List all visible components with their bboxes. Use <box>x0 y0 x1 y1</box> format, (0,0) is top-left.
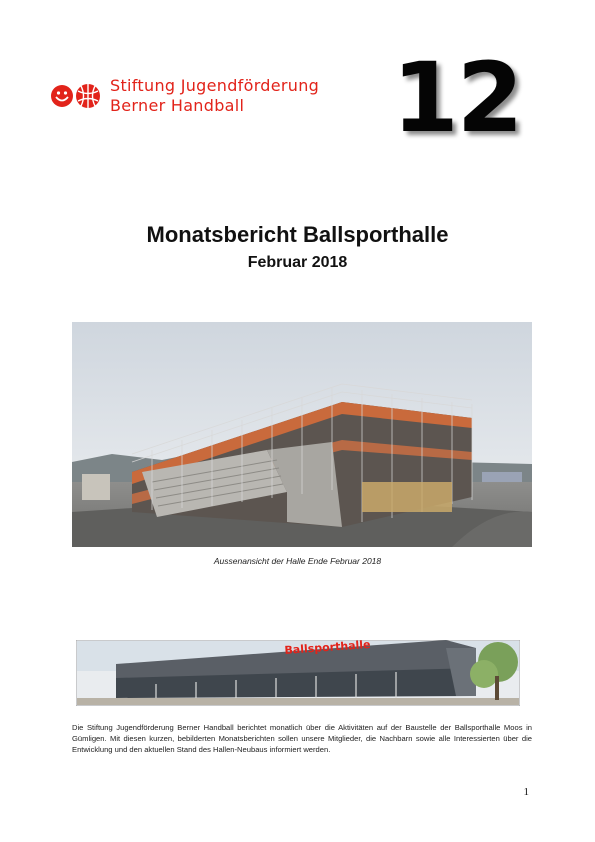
construction-photo <box>72 322 532 547</box>
page-subtitle: Februar 2018 <box>247 254 348 271</box>
handball-logo-icon <box>50 82 102 110</box>
logo-line-1: Stiftung Jugendförderung <box>110 76 320 95</box>
intro-paragraph: Die Stiftung Jugendförderung Berner Handball berichtet monatlich über die Aktivitäten auf der Baustelle der Ballsporthalle Moos in Gümligen. Mit diesen kurzen, bebilderten Monatsberichten sollen unsere Mitglieder, die Nachbarn sowie alle Interessierten über die Entwicklung und den aktuellen Stand des Hallen-Neubaus informiert werden. <box>72 723 532 754</box>
logo-line-2: Berner Handball <box>110 96 245 115</box>
foundation-logo <box>50 76 319 116</box>
hall-rendering-banner <box>76 637 520 706</box>
banner-sign-text: Ballsporthalle <box>284 637 371 657</box>
page-title: Monatsbericht Ballsporthalle <box>146 222 449 247</box>
issue-number: 12 <box>392 42 522 154</box>
logo-text <box>110 76 319 116</box>
page-number: 1 <box>523 786 529 798</box>
photo-caption: Aussenansicht der Halle Ende Februar 2018 <box>213 556 382 566</box>
